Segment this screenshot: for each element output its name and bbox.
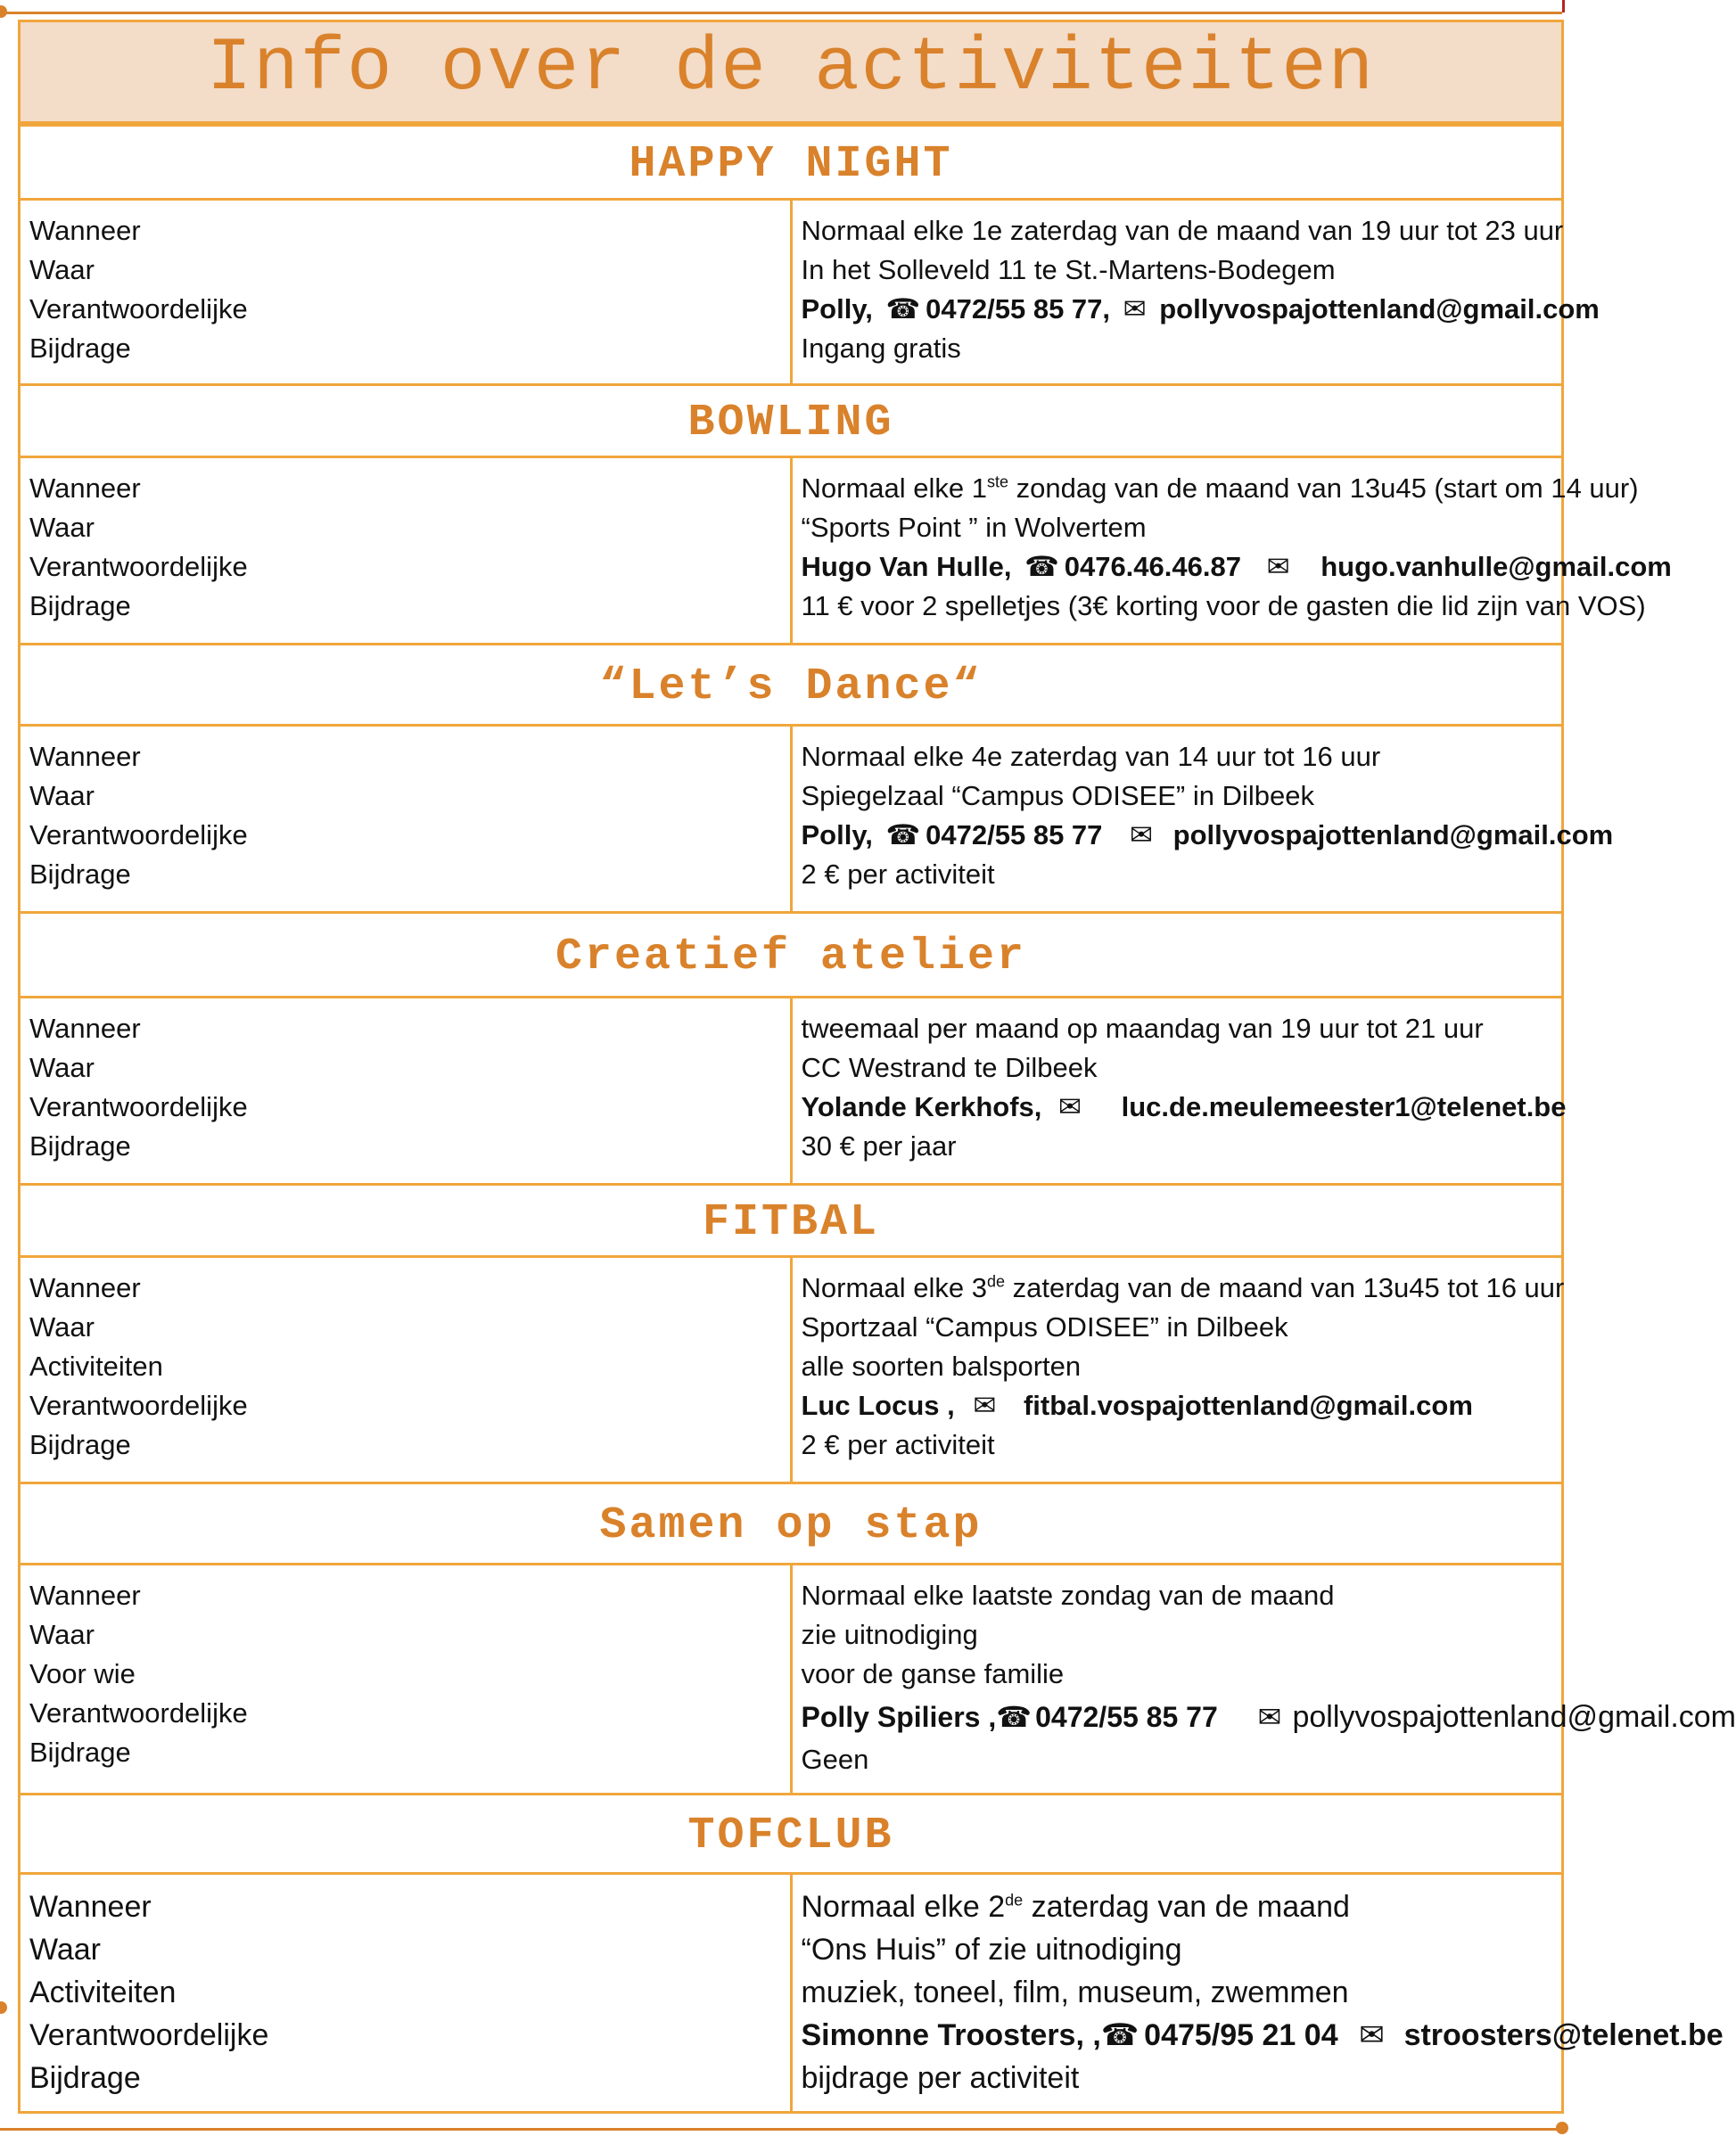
section-header-row bbox=[20, 1795, 1563, 1874]
value-waar: zie uitnodiging bbox=[801, 1619, 978, 1650]
value-waar: In het Solleveld 11 te St.-Martens-Bodegem bbox=[801, 254, 1336, 285]
label-verantwoordelijke: Verantwoordelijke bbox=[29, 819, 248, 850]
section-details-row bbox=[20, 457, 1563, 645]
ordinal-suffix: de bbox=[1005, 1891, 1024, 1910]
label-bijdrage: Bijdrage bbox=[29, 858, 131, 890]
label-waar: Waar bbox=[29, 512, 95, 543]
contact-email[interactable]: fitbal.vospajottenland@gmail.com bbox=[1023, 1390, 1473, 1421]
section-title: TOFCLUB bbox=[20, 1795, 1563, 1874]
envelope-icon: ✉ bbox=[1058, 1091, 1082, 1122]
phone-icon: ☎ bbox=[996, 1701, 1033, 1733]
section-details-row bbox=[20, 1257, 1563, 1483]
contact-phone[interactable]: 0472/55 85 77 bbox=[1035, 1701, 1218, 1733]
label-wanneer: Wanneer bbox=[29, 1013, 141, 1044]
label-waar: Waar bbox=[29, 254, 95, 285]
value-bijdrage: 2 € per activiteit bbox=[801, 858, 995, 890]
frame-dot bbox=[1556, 2122, 1568, 2134]
label-wanneer: Wanneer bbox=[29, 472, 141, 504]
value-bijdrage: 11 € voor 2 spelletjes (3€ korting voor de gasten die lid zijn van VOS) bbox=[801, 590, 1646, 621]
envelope-icon: ✉ bbox=[1257, 1701, 1282, 1733]
section-title: FITBAL bbox=[20, 1185, 1563, 1257]
contact-name: Polly Spiliers , bbox=[801, 1701, 997, 1733]
value-bijdrage: 2 € per activiteit bbox=[801, 1429, 995, 1460]
value-wanneer: Normaal elke 4e zaterdag van 14 uur tot 16 uur bbox=[801, 741, 1381, 772]
section-details-row bbox=[20, 1874, 1563, 2113]
section-details-row bbox=[20, 726, 1563, 913]
section-header-row bbox=[20, 645, 1563, 726]
envelope-icon: ✉ bbox=[1123, 293, 1147, 324]
value-bijdrage: bijdrage per activiteit bbox=[801, 2061, 1080, 2095]
value-waar: CC Westrand te Dilbeek bbox=[801, 1052, 1098, 1083]
section-details-row bbox=[20, 200, 1563, 385]
label-activiteiten: Activiteiten bbox=[29, 1976, 177, 2009]
field-values bbox=[791, 1257, 1563, 1483]
field-values bbox=[791, 457, 1672, 645]
wanneer-text: Normaal elke 1 bbox=[801, 472, 987, 504]
section-header-row bbox=[20, 385, 1563, 457]
section-title: “Let’s Dance“ bbox=[20, 645, 1563, 726]
value-waar: Spiegelzaal “Campus ODISEE” in Dilbeek bbox=[801, 780, 1314, 811]
section-header-row bbox=[20, 126, 1563, 200]
field-labels bbox=[20, 200, 792, 385]
activities-table bbox=[18, 124, 1736, 2114]
contact-phone[interactable]: 0472/55 85 77, bbox=[926, 293, 1111, 324]
section-header-row bbox=[20, 1185, 1563, 1257]
value-waar: “Ons Huis” of zie uitnodiging bbox=[801, 1933, 1182, 1967]
value-wanneer: Normaal elke laatste zondag van de maand bbox=[801, 1580, 1335, 1611]
section-details-row bbox=[20, 998, 1563, 1185]
field-labels bbox=[20, 998, 792, 1185]
label-verantwoordelijke: Verantwoordelijke bbox=[29, 551, 248, 582]
ordinal-suffix: ste bbox=[986, 472, 1008, 491]
frame-line-right bbox=[1562, 0, 1565, 12]
section-title: BOWLING bbox=[20, 385, 1563, 457]
value-contact bbox=[801, 1088, 1567, 1127]
section-header-row bbox=[20, 913, 1563, 998]
value-contact bbox=[801, 547, 1672, 587]
label-bijdrage: Bijdrage bbox=[29, 333, 131, 364]
label-bijdrage: Bijdrage bbox=[29, 1130, 131, 1162]
label-wanneer: Wanneer bbox=[29, 741, 141, 772]
label-waar: Waar bbox=[29, 1052, 95, 1083]
value-contact bbox=[801, 290, 1600, 329]
frame-line-top bbox=[0, 12, 1562, 14]
value-contact bbox=[801, 816, 1614, 855]
label-bijdrage: Bijdrage bbox=[29, 590, 131, 621]
label-bijdrage: Bijdrage bbox=[29, 1429, 131, 1460]
contact-phone[interactable]: 0476.46.46.87 bbox=[1064, 551, 1241, 582]
field-values bbox=[791, 1565, 1736, 1795]
ordinal-suffix: de bbox=[986, 1272, 1006, 1291]
label-bijdrage: Bijdrage bbox=[29, 2061, 141, 2095]
label-waar: Waar bbox=[29, 1311, 95, 1343]
envelope-icon: ✉ bbox=[1130, 819, 1154, 850]
value-bijdrage: Geen bbox=[801, 1744, 869, 1775]
label-verantwoordelijke: Verantwoordelijke bbox=[29, 293, 248, 324]
frame-dot bbox=[0, 5, 7, 18]
label-wanneer: Wanneer bbox=[29, 1580, 141, 1611]
label-activiteiten: Activiteiten bbox=[29, 1351, 163, 1382]
contact-email[interactable]: hugo.vanhulle@gmail.com bbox=[1321, 551, 1672, 582]
section-title: HAPPY NIGHT bbox=[20, 126, 1563, 200]
contact-name: Polly, bbox=[801, 819, 873, 850]
envelope-icon: ✉ bbox=[973, 1390, 997, 1421]
label-wanneer: Wanneer bbox=[29, 215, 141, 246]
section-title: Samen op stap bbox=[20, 1483, 1563, 1565]
value-wanneer: tweemaal per maand op maandag van 19 uur tot 21 uur bbox=[801, 1013, 1484, 1044]
field-labels bbox=[20, 1565, 792, 1795]
field-values bbox=[791, 200, 1600, 385]
value-activiteiten: muziek, toneel, film, museum, zwemmen bbox=[801, 1976, 1349, 2009]
label-verantwoordelijke: Verantwoordelijke bbox=[29, 1091, 248, 1122]
value-contact bbox=[802, 1386, 1553, 1425]
label-wanneer: Wanneer bbox=[29, 1272, 141, 1303]
field-values bbox=[791, 726, 1614, 913]
contact-name: Hugo Van Hulle, bbox=[801, 551, 1012, 582]
section-header-row bbox=[20, 1483, 1563, 1565]
field-values bbox=[791, 1874, 1724, 2113]
frame-line-bottom bbox=[0, 2128, 1562, 2131]
label-waar: Waar bbox=[29, 780, 95, 811]
label-voor-wie: Voor wie bbox=[29, 1658, 136, 1689]
contact-email[interactable]: luc.de.meulemeester1@telenet.be bbox=[1121, 1091, 1567, 1122]
value-contact bbox=[801, 2014, 1724, 2057]
wanneer-text: Normaal elke 3 bbox=[801, 1272, 987, 1303]
value-wanneer bbox=[802, 1885, 1553, 1928]
contact-email[interactable]: stroosters@telenet.be bbox=[1403, 2018, 1724, 2052]
value-activiteiten: alle soorten balsporten bbox=[801, 1351, 1082, 1382]
value-contact bbox=[801, 1694, 1736, 1740]
phone-icon: ☎ bbox=[885, 819, 921, 850]
value-wanneer bbox=[801, 469, 1639, 508]
activities-sheet bbox=[18, 20, 1736, 2114]
field-labels bbox=[20, 1257, 792, 1483]
value-waar: “Sports Point ” in Wolvertem bbox=[801, 512, 1147, 543]
value-wanneer bbox=[801, 1269, 1565, 1308]
label-waar: Waar bbox=[29, 1933, 101, 1967]
label-verantwoordelijke: Verantwoordelijke bbox=[29, 1390, 248, 1421]
wanneer-text: zondag van de maand van 13u45 (start om 14 uur) bbox=[1008, 472, 1639, 504]
phone-icon: ☎ bbox=[1024, 551, 1059, 582]
wanneer-text: zaterdag van de maand bbox=[1023, 1890, 1350, 1924]
wanneer-text: zaterdag van de maand van 13u45 tot 16 uur bbox=[1005, 1272, 1565, 1303]
contact-email[interactable]: pollyvospajottenland@gmail.com bbox=[1172, 819, 1614, 850]
section-details-row bbox=[20, 1565, 1563, 1795]
value-bijdrage: Ingang gratis bbox=[801, 333, 961, 364]
value-voor-wie: voor de ganse familie bbox=[801, 1658, 1065, 1689]
field-labels bbox=[20, 726, 792, 913]
contact-email[interactable]: pollyvospajottenland@gmail.com bbox=[1159, 293, 1600, 324]
label-verantwoordelijke: Verantwoordelijke bbox=[29, 2018, 269, 2052]
field-labels bbox=[20, 457, 792, 645]
label-waar: Waar bbox=[29, 1619, 95, 1650]
envelope-icon: ✉ bbox=[1266, 551, 1290, 582]
value-waar: Sportzaal “Campus ODISEE” in Dilbeek bbox=[801, 1311, 1288, 1343]
label-bijdrage: Bijdrage bbox=[29, 1737, 131, 1768]
field-labels bbox=[20, 1874, 792, 2113]
value-bijdrage: 30 € per jaar bbox=[801, 1130, 957, 1162]
contact-name: Simonne Troosters, , bbox=[801, 2018, 1101, 2052]
wanneer-text: Normaal elke 2 bbox=[801, 1890, 1006, 1924]
phone-icon: ☎ bbox=[1100, 2018, 1140, 2052]
contact-phone[interactable]: 0472/55 85 77 bbox=[926, 819, 1103, 850]
contact-phone[interactable]: 0475/95 21 04 bbox=[1144, 2018, 1338, 2052]
page-title: Info over de activiteiten bbox=[18, 20, 1564, 124]
contact-name: Yolande Kerkhofs, bbox=[801, 1091, 1042, 1122]
envelope-icon: ✉ bbox=[1359, 2018, 1385, 2052]
value-wanneer: Normaal elke 1e zaterdag van de maand van 19 uur tot 23 uur bbox=[801, 215, 1564, 246]
field-values bbox=[791, 998, 1567, 1185]
label-wanneer: Wanneer bbox=[29, 1890, 152, 1924]
phone-icon: ☎ bbox=[885, 293, 921, 324]
contact-name: Luc Locus , bbox=[801, 1390, 955, 1421]
section-title: Creatief atelier bbox=[20, 913, 1563, 998]
contact-email[interactable]: pollyvospajottenland@gmail.com bbox=[1292, 1700, 1736, 1734]
label-verantwoordelijke: Verantwoordelijke bbox=[29, 1697, 248, 1729]
frame-dot bbox=[0, 2001, 7, 2014]
contact-name: Polly, bbox=[801, 293, 873, 324]
